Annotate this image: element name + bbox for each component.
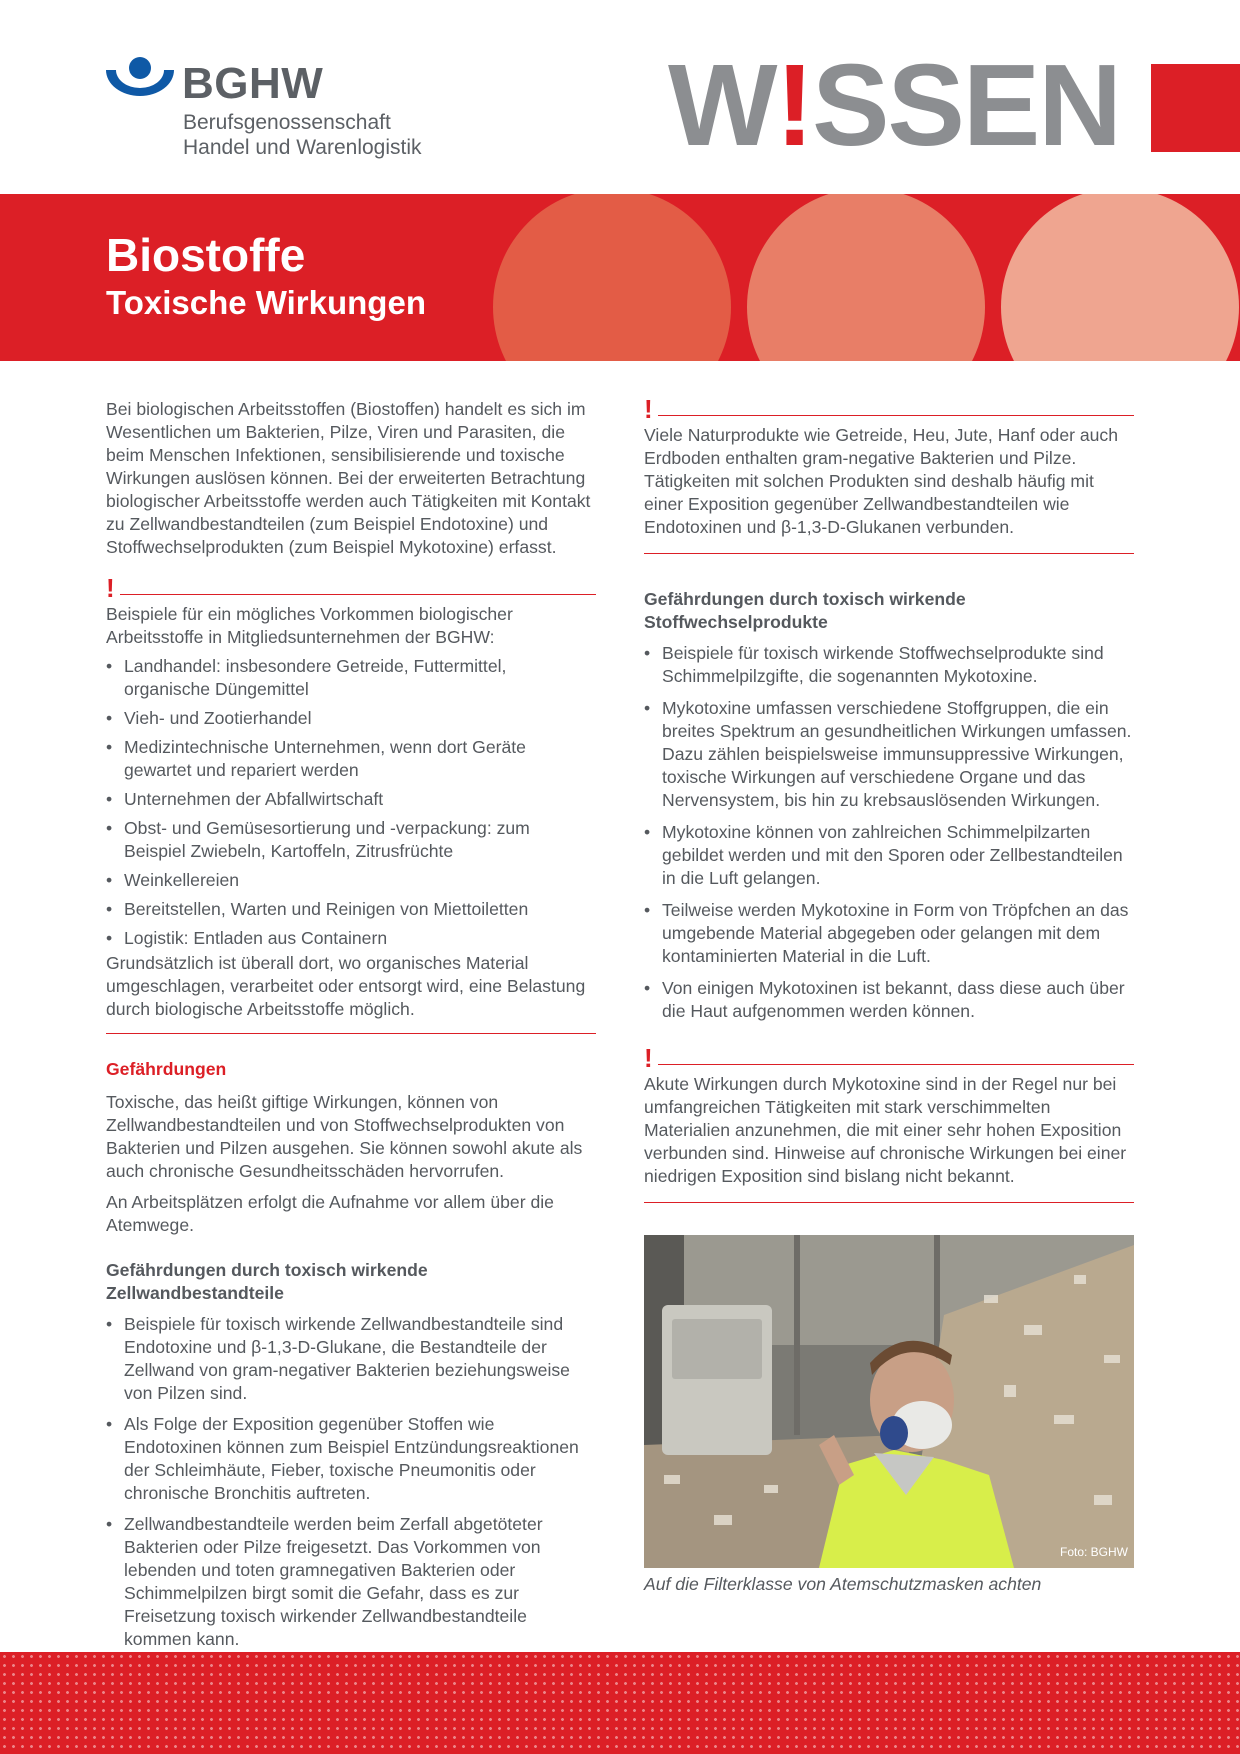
banner-circle xyxy=(493,194,731,361)
photo-caption: Auf die Filterklasse von Atemschutzmasken achten xyxy=(644,1574,1042,1594)
wissen-exclamation: ! xyxy=(775,40,813,170)
divider xyxy=(658,1064,1134,1065)
list-item: • Unternehmen der Abfallwirtschaft xyxy=(106,788,596,811)
list-item: • Mykotoxine können von zahlreichen Schimmelpilzarten gebildet werden und mit den Sporen oder Zellbestandteilen in die Luft gelangen. xyxy=(644,821,1134,890)
list-item: • Von einigen Mykotoxinen ist bekannt, dass diese auch über die Haut aufgenommen werden können. xyxy=(644,977,1134,1023)
right-column xyxy=(644,394,1134,1596)
info-box-header xyxy=(106,573,596,603)
naturprodukte-text: Viele Naturprodukte wie Getreide, Heu, Jute, Hanf oder auch Erdboden enthalten gram-negative Bakterien und Pilze. Tätigkeiten mit solchen Produkten sind deshalb häufig mit einer Exposition gegenüber Zellwandbestandteilen wie Endotoxinen und β-1,3-D-Glukanen verbunden. xyxy=(644,425,1119,537)
page-subtitle: Toxische Wirkungen xyxy=(106,284,426,321)
examples-list xyxy=(106,655,596,950)
list-item: • Logistik: Entladen aus Containern xyxy=(106,927,596,950)
list-item: • Mykotoxine umfassen verschiedene Stoffgruppen, die ein breites Spektrum an gesundheitlichen Wirkungen umfassen. Dazu zählen beispielsweise immunsuppressive Wirkungen, toxische Wirkungen auf verschiedene Organe und das Nervensystem, bis hin zu krebsauslösenden Wirkungen. xyxy=(644,697,1134,812)
bghw-logo-icon xyxy=(106,56,174,110)
exclamation-icon: ! xyxy=(106,573,115,603)
wissen-w: W xyxy=(668,40,776,170)
list-item: • Medizintechnische Unternehmen, wenn dort Geräte gewartet und repariert werden xyxy=(106,736,596,782)
page-title: Biostoffe xyxy=(106,229,306,281)
divider xyxy=(120,594,596,595)
section-heading-stoffwechsel: Gefährdungen durch toxisch wirkende Stoffwechselprodukte xyxy=(644,589,966,632)
exclamation-icon: ! xyxy=(644,1043,653,1073)
wissen-red-block xyxy=(1151,64,1240,152)
zellwand-list xyxy=(106,1313,596,1651)
section-heading-gefaehrdungen: Gefährdungen xyxy=(106,1059,227,1079)
list-item: • Obst- und Gemüsesortierung und -verpackung: zum Beispiel Zwiebeln, Kartoffeln, Zitrusfrüchte xyxy=(106,817,596,863)
section-heading-zellwand: Gefährdungen durch toxisch wirkende Zellwandbestandteile xyxy=(106,1260,428,1303)
gefaehrdungen-paragraph-2: An Arbeitsplätzen erfolgt die Aufnahme vor allem über die Atemwege. xyxy=(106,1192,554,1235)
logo-name: BGHW xyxy=(182,59,324,108)
list-item: • Landhandel: insbesondere Getreide, Futtermittel, organische Düngemittel xyxy=(106,655,596,701)
list-item: • Beispiele für toxisch wirkende Zellwandbestandteile sind Endotoxine und β-1,3-D-Glukane, die Bestandteile der Zellwand von gram-negativer Bakterien beziehungsweise von Pilzen sind. xyxy=(106,1313,596,1405)
list-item: • Vieh- und Zootierhandel xyxy=(106,707,596,730)
wissen-rest: SSEN xyxy=(812,40,1121,170)
worker-photo-illustration xyxy=(644,1235,1134,1568)
logo-subtitle-line-2: Handel und Warenlogistik xyxy=(183,136,422,159)
list-item: • Als Folge der Exposition gegenüber Stoffen wie Endotoxinen können zum Beispiel Entzündungsreaktionen der Schleimhäute, Fieber, toxische Pneumonitis oder chronische Bronchitis auftreten. xyxy=(106,1413,596,1505)
photo-credit: Foto: BGHW xyxy=(1059,1545,1128,1559)
title-banner xyxy=(0,194,1240,361)
worker-photo xyxy=(644,1235,1134,1568)
bghw-logo xyxy=(106,56,426,166)
info-box-header xyxy=(644,394,1134,424)
divider xyxy=(644,553,1134,554)
left-column xyxy=(106,398,596,1657)
examples-intro: Beispiele für ein mögliches Vorkommen biologischer Arbeitsstoffe in Mitgliedsunternehmen der BGHW: xyxy=(106,604,513,647)
banner-circle xyxy=(747,194,985,361)
naturprodukte-info-box xyxy=(644,394,1134,554)
examples-outro: Grundsätzlich ist überall dort, wo organisches Material umgeschlagen, verarbeitet oder entsorgt wird, eine Belastung durch biologische Arbeitsstoffe möglich. xyxy=(106,953,586,1019)
list-item: • Zellwandbestandteile werden beim Zerfall abgetöteter Bakterien oder Pilze freigesetzt. Das Vorkommen von lebenden und toten gramnegativen Bakterien oder Schimmelpilzen birgt somit die Gefahr, dass es zur Freisetzung toxisch wirkender Zellwandbestandteile kommen kann. xyxy=(106,1513,596,1651)
footer-dotted-band xyxy=(0,1652,1240,1754)
list-item: • Beispiele für toxisch wirkende Stoffwechselprodukte sind Schimmelpilzgifte, die sogenannten Mykotoxine. xyxy=(644,642,1134,688)
list-item: • Teilweise werden Mykotoxine in Form von Tröpfchen an das umgebende Material abgegeben oder gelangen mit dem kontaminierten Material in die Luft. xyxy=(644,899,1134,968)
info-box-header xyxy=(644,1043,1134,1073)
wissen-wordmark xyxy=(668,40,1121,170)
examples-info-box xyxy=(106,573,596,1034)
logo-subtitle-line-1: Berufsgenossenschaft xyxy=(183,111,391,134)
gefaehrdungen-paragraph-1: Toxische, das heißt giftige Wirkungen, können von Zellwandbestandteilen und von Stoffwechselprodukten von Bakterien und Pilzen ausgehen. Sie können sowohl akute als auch chronische Gesundheitsschäden hervorrufen. xyxy=(106,1092,583,1181)
stoffwechsel-list xyxy=(644,642,1134,1023)
logo-subtitle xyxy=(183,110,422,160)
list-item: • Weinkellereien xyxy=(106,869,596,892)
intro-paragraph: Bei biologischen Arbeitsstoffen (Biostoffen) handelt es sich im Wesentlichen um Bakterien, Pilze, Viren und Parasiten, die beim Menschen Infektionen, sensibilisierende und toxische Wirkungen auslösen können. Bei der erweiterten Betrachtung biologischer Arbeitsstoffe werden auch Tätigkeiten mit Kontakt zu Zellwandbestandteilen (zum Beispiel Endotoxine) und Stoffwechselprodukten (zum Beispiel Mykotoxine) erfasst. xyxy=(106,399,591,557)
mykotoxine-info-box xyxy=(644,1043,1134,1203)
banner-circle xyxy=(1001,194,1239,361)
divider xyxy=(644,1202,1134,1203)
exclamation-icon: ! xyxy=(644,394,653,424)
list-item: • Bereitstellen, Warten und Reinigen von Miettoiletten xyxy=(106,898,596,921)
mykotoxine-text: Akute Wirkungen durch Mykotoxine sind in der Regel nur bei umfangreichen Tätigkeiten mit stark verschimmelten Materialien anzunehmen, die mit einer sehr hohen Exposition verbunden sind. Hinweise auf chronische Wirkungen bei einer niedrigen Exposition sind bislang nicht bekannt. xyxy=(644,1074,1127,1186)
divider xyxy=(106,1033,596,1034)
divider xyxy=(658,415,1134,416)
